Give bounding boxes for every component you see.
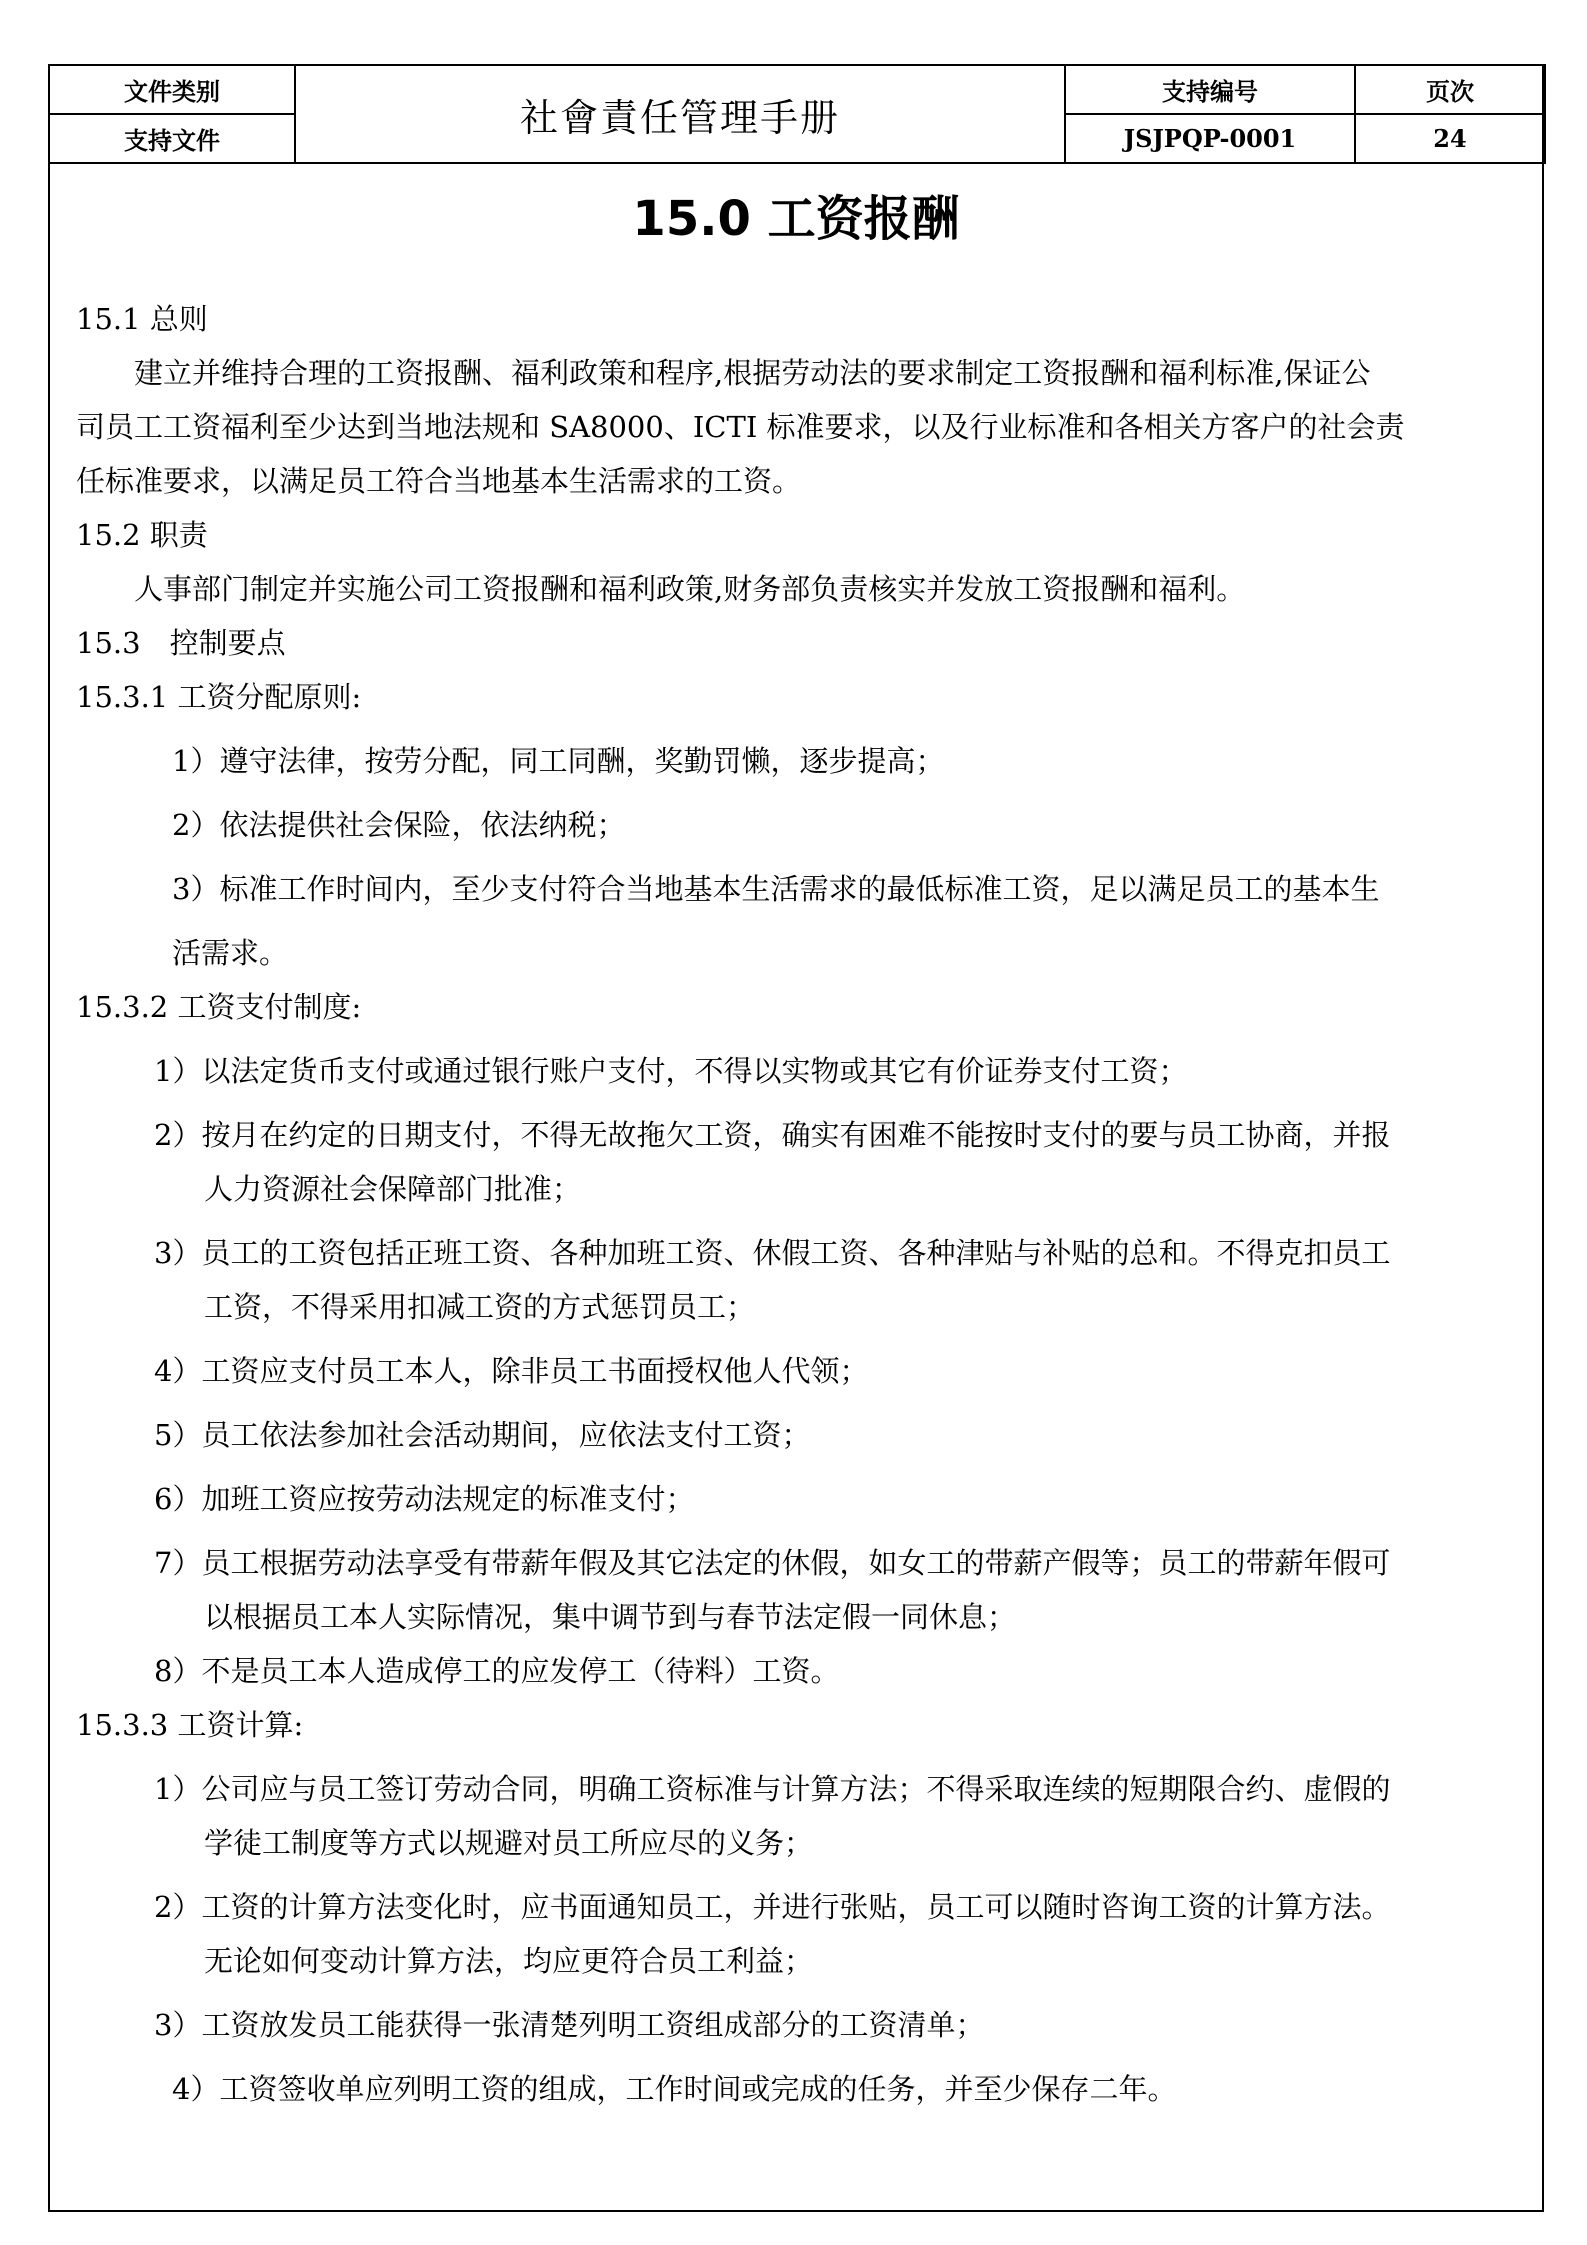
code-label: 支持编号 bbox=[1065, 65, 1355, 114]
code-value: JSJPQP-0001 bbox=[1065, 114, 1355, 163]
category-label: 文件类别 bbox=[49, 65, 295, 114]
subsection-title: 15.3.2 工资支付制度: bbox=[76, 990, 362, 1024]
list-item: 6）加班工资应按劳动法规定的标准支付； bbox=[154, 1482, 695, 1516]
list-item: 3）工资放发员工能获得一张清楚列明工资组成部分的工资清单； bbox=[154, 2008, 985, 2042]
list-item: 1）遵守法律，按劳分配，同工同酬，奖勤罚懒，逐步提高； bbox=[172, 744, 945, 778]
category-value: 支持文件 bbox=[49, 114, 295, 163]
subsection-title: 15.3.1 工资分配原则: bbox=[76, 680, 362, 714]
list-item: 1）以法定货币支付或通过银行账户支付，不得以实物或其它有价证券支付工资； bbox=[154, 1054, 1188, 1088]
paragraph-line: 建立并维持合理的工资报酬、福利政策和程序,根据劳动法的要求制定工资报酬和福利标准,保证公 bbox=[134, 356, 1371, 390]
document-title: 社會責任管理手册 bbox=[295, 65, 1065, 163]
list-item: 8）不是员工本人造成停工的应发停工（待料）工资。 bbox=[154, 1654, 840, 1688]
section-title: 15.1 总则 bbox=[76, 302, 208, 336]
list-item-continuation: 人力资源社会保障部门批准； bbox=[204, 1172, 582, 1206]
paragraph-line: 司员工工资福利至少达到当地法规和 SA8000、ICTI 标准要求，以及行业标准和各相关方客户的社会责 bbox=[76, 410, 1405, 444]
list-item-continuation: 活需求。 bbox=[172, 936, 289, 970]
list-item: 3）标准工作时间内，至少支付符合当地基本生活需求的最低标准工资，足以满足员工的基本生 bbox=[172, 872, 1380, 906]
paragraph-line: 人事部门制定并实施公司工资报酬和福利政策,财务部负责核实并发放工资报酬和福利。 bbox=[134, 572, 1246, 606]
list-item-continuation: 以根据员工本人实际情况，集中调节到与春节法定假一同休息； bbox=[204, 1600, 1017, 1634]
list-item: 2）工资的计算方法变化时，应书面通知员工，并进行张贴，员工可以随时咨询工资的计算方法。 bbox=[154, 1890, 1391, 1924]
list-item: 3）员工的工资包括正班工资、各种加班工资、休假工资、各种津贴与补贴的总和。不得克扣员工 bbox=[154, 1236, 1391, 1270]
section-title: 15.3 控制要点 bbox=[76, 626, 286, 660]
page-value: 24 bbox=[1355, 114, 1545, 163]
list-item: 2）按月在约定的日期支付，不得无故拖欠工资，确实有困难不能按时支付的要与员工协商，并报 bbox=[154, 1118, 1391, 1152]
section-title: 15.2 职责 bbox=[76, 518, 208, 552]
list-item: 1）公司应与员工签订劳动合同，明确工资标准与计算方法；不得采取连续的短期限合约、虚假的 bbox=[154, 1772, 1391, 1806]
list-item: 7）员工根据劳动法享受有带薪年假及其它法定的休假，如女工的带薪产假等；员工的带薪年假可 bbox=[154, 1546, 1391, 1580]
paragraph-line: 任标准要求，以满足员工符合当地基本生活需求的工资。 bbox=[76, 464, 802, 498]
section-heading: 15.0 工资报酬 bbox=[632, 191, 960, 247]
list-item: 4）工资签收单应列明工资的组成，工作时间或完成的任务，并至少保存二年。 bbox=[172, 2072, 1177, 2106]
subsection-title: 15.3.3 工资计算: bbox=[76, 1708, 304, 1742]
list-item: 5）员工依法参加社会活动期间，应依法支付工资； bbox=[154, 1418, 811, 1452]
list-item-continuation: 无论如何变动计算方法，均应更符合员工利益； bbox=[204, 1944, 814, 1978]
list-item: 2）依法提供社会保险，依法纳税； bbox=[172, 808, 626, 842]
list-item: 4）工资应支付员工本人，除非员工书面授权他人代领； bbox=[154, 1354, 869, 1388]
document-header-table bbox=[48, 64, 1546, 164]
page-label: 页次 bbox=[1355, 65, 1545, 114]
list-item-continuation: 工资，不得采用扣减工资的方式惩罚员工； bbox=[204, 1290, 756, 1324]
document-body bbox=[76, 292, 1524, 2116]
list-item-continuation: 学徒工制度等方式以规避对员工所应尽的义务； bbox=[204, 1826, 814, 1860]
